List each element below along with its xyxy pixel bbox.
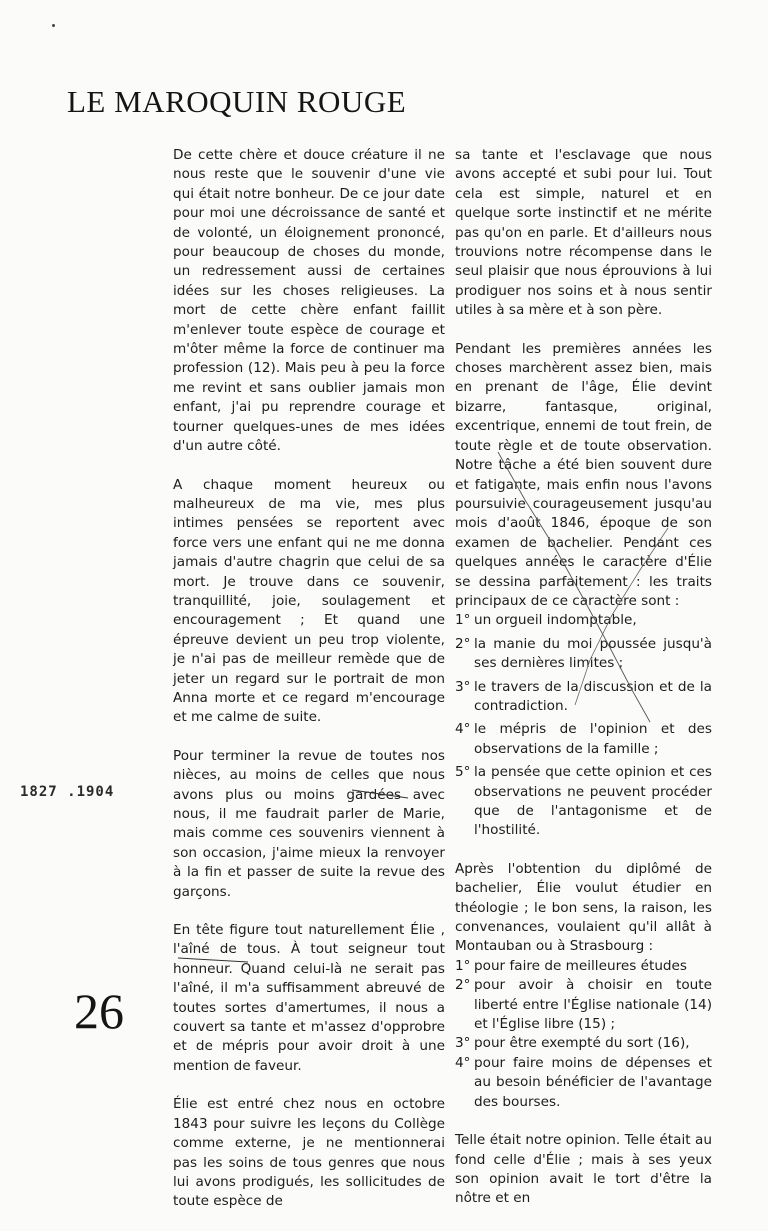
list-item	[455, 976, 712, 1034]
paragraph: Pour terminer la revue de toutes nos nièces, au moins de celles que nous avons plus ou moins gardées avec nous, il me faudrait parler de Marie, mais comme ces souvenirs viennent à son occasion, j'aime mieux la renvoyer à la fin et passer de suite la revue des garçons.	[173, 747, 445, 900]
list-item	[455, 1034, 712, 1053]
right-column	[455, 146, 712, 1228]
list-text: pour avoir à choisir en toute liberté entre l'Église nationale (14) et l'Église libre (15) ;	[474, 977, 712, 1033]
list-number: 3°	[455, 678, 471, 695]
list-text: pour faire moins de dépenses et au besoin bénéficier de l'avantage des bourses.	[474, 1054, 712, 1110]
paragraph: En tête figure tout naturellement Élie , l'aîné de tous. À tout seigneur tout honneur. Quand celui-là ne serait pas l'aîné, il m'a suffisamment abreuvé de toutes sortes d'amertumes, il nous a couvert sa tante et m'assez d'opprobre et de mépris pour avoir droit à une mention de faveur.	[173, 922, 445, 1074]
page-title: LE MAROQUIN ROUGE	[67, 84, 407, 119]
list-item	[455, 763, 712, 841]
list-item	[455, 635, 712, 674]
list-number: 3°	[455, 1035, 471, 1052]
list-text: la pensée que cette opinion et ces observations ne peuvent procéder que de l'antagonisme et de l'hostilité.	[474, 764, 712, 839]
list-text: le travers de la discussion et de la contradiction.	[474, 678, 712, 714]
list-item	[455, 678, 712, 717]
paragraph: sa tante et l'esclavage que nous avons accepté et subi pour lui. Tout cela est simple, naturel et en quelque sorte instinctif et ne mérite pas qu'on en parle. Et d'ailleurs nous trouvions notre récompense dans le seul plaisir que nous éprouvions à lui prodiguer nos soins et à nous sentir utiles à sa mère et à son père.	[455, 147, 712, 319]
list-number: 4°	[455, 1054, 471, 1071]
paragraph: Après l'obtention du diplômé de bachelier, Élie voulut étudier en théologie ; le bon sens, la raison, les convenances, voulaient qu'il allât à Montauban ou à Strasbourg :	[455, 860, 712, 955]
margin-note: 1827 .1904	[20, 784, 115, 800]
list-text: un orgueil indomptable,	[474, 612, 637, 629]
speck-mark	[52, 24, 55, 27]
paragraph: De cette chère et douce créature il ne nous reste que le souvenir d'une vie qui était notre bonheur. De ce jour date pour moi une décroissance de santé et de volonté, un éloignement prononcé, pour beaucoup de choses du monde, un redressement aussi de certaines idées sur les choses religieuses. La mort de cette chère enfant faillit m'enlever toute espèce de courage et m'ôter même la force de continuer ma profession (12). Mais peu à peu la force me revint et sans oublier jamais mon enfant, j'ai pu reprendre courage et tourner quelques-unes de mes idées d'un autre côté.	[173, 147, 445, 455]
list-item	[455, 1054, 712, 1112]
list-number: 5°	[455, 764, 471, 781]
list-number: 1°	[455, 957, 471, 974]
list-number: 1°	[455, 612, 471, 629]
list-number: 4°	[455, 721, 471, 738]
reasons-list	[455, 957, 712, 1112]
paragraph: Pendant les premières années les choses marchèrent assez bien, mais en prenant de l'âge, Élie devint bizarre, fantasque, original, excentrique, ennemi de tout frein, de toute règle et de toute observation. Notre tâche a été bien souvent dure et fatigante, mais enfin nous l'avons poursuivie courageusement jusqu'au mois d'août 1846, époque de son examen de bachelier. Pendant ces quelques années le caractère d'Élie se dessina parfaitement : les traits principaux de ce caractère sont :	[455, 340, 712, 609]
left-column	[173, 146, 445, 1231]
paragraph: A chaque moment heureux ou malheureux de ma vie, mes plus intimes pensées se reportent avec force vers une enfant qui ne me donna jamais d'autre chagrin que celui de sa mort. Je trouve dans ce souvenir, tranquillité, joie, soulagement et encouragement ; Et quand une épreuve devient un peu trop violente, je n'ai pas de meilleur remède que de jeter un regard sur le portrait de mon Anna morte et ce regard m'encourage et me calme de suite.	[173, 476, 445, 726]
list-item	[455, 957, 712, 976]
list-number: 2°	[455, 977, 471, 994]
paragraph: Élie est entré chez nous en octobre 1843 pour suivre les leçons du Collège comme externe, je ne mentionnerai pas les soins de tous genres que nous lui avons prodigués, les sollicitudes de toute espèce de	[173, 1096, 445, 1210]
page-number: 26	[74, 983, 124, 1039]
traits-list	[455, 611, 712, 840]
list-item	[455, 720, 712, 759]
list-number: 2°	[455, 635, 471, 652]
paragraph: Telle était notre opinion. Telle était au fond celle d'Élie ; mais à ses yeux son opinion avait le tort d'être la nôtre et en	[455, 1132, 712, 1207]
list-text: pour être exempté du sort (16),	[474, 1035, 690, 1052]
list-text: le mépris de l'opinion et des observations de la famille ;	[474, 721, 712, 757]
list-text: pour faire de meilleures études	[474, 957, 688, 974]
list-text: la manie du moi poussée jusqu'à ses dernières limites ;	[474, 635, 712, 672]
list-item	[455, 611, 712, 630]
